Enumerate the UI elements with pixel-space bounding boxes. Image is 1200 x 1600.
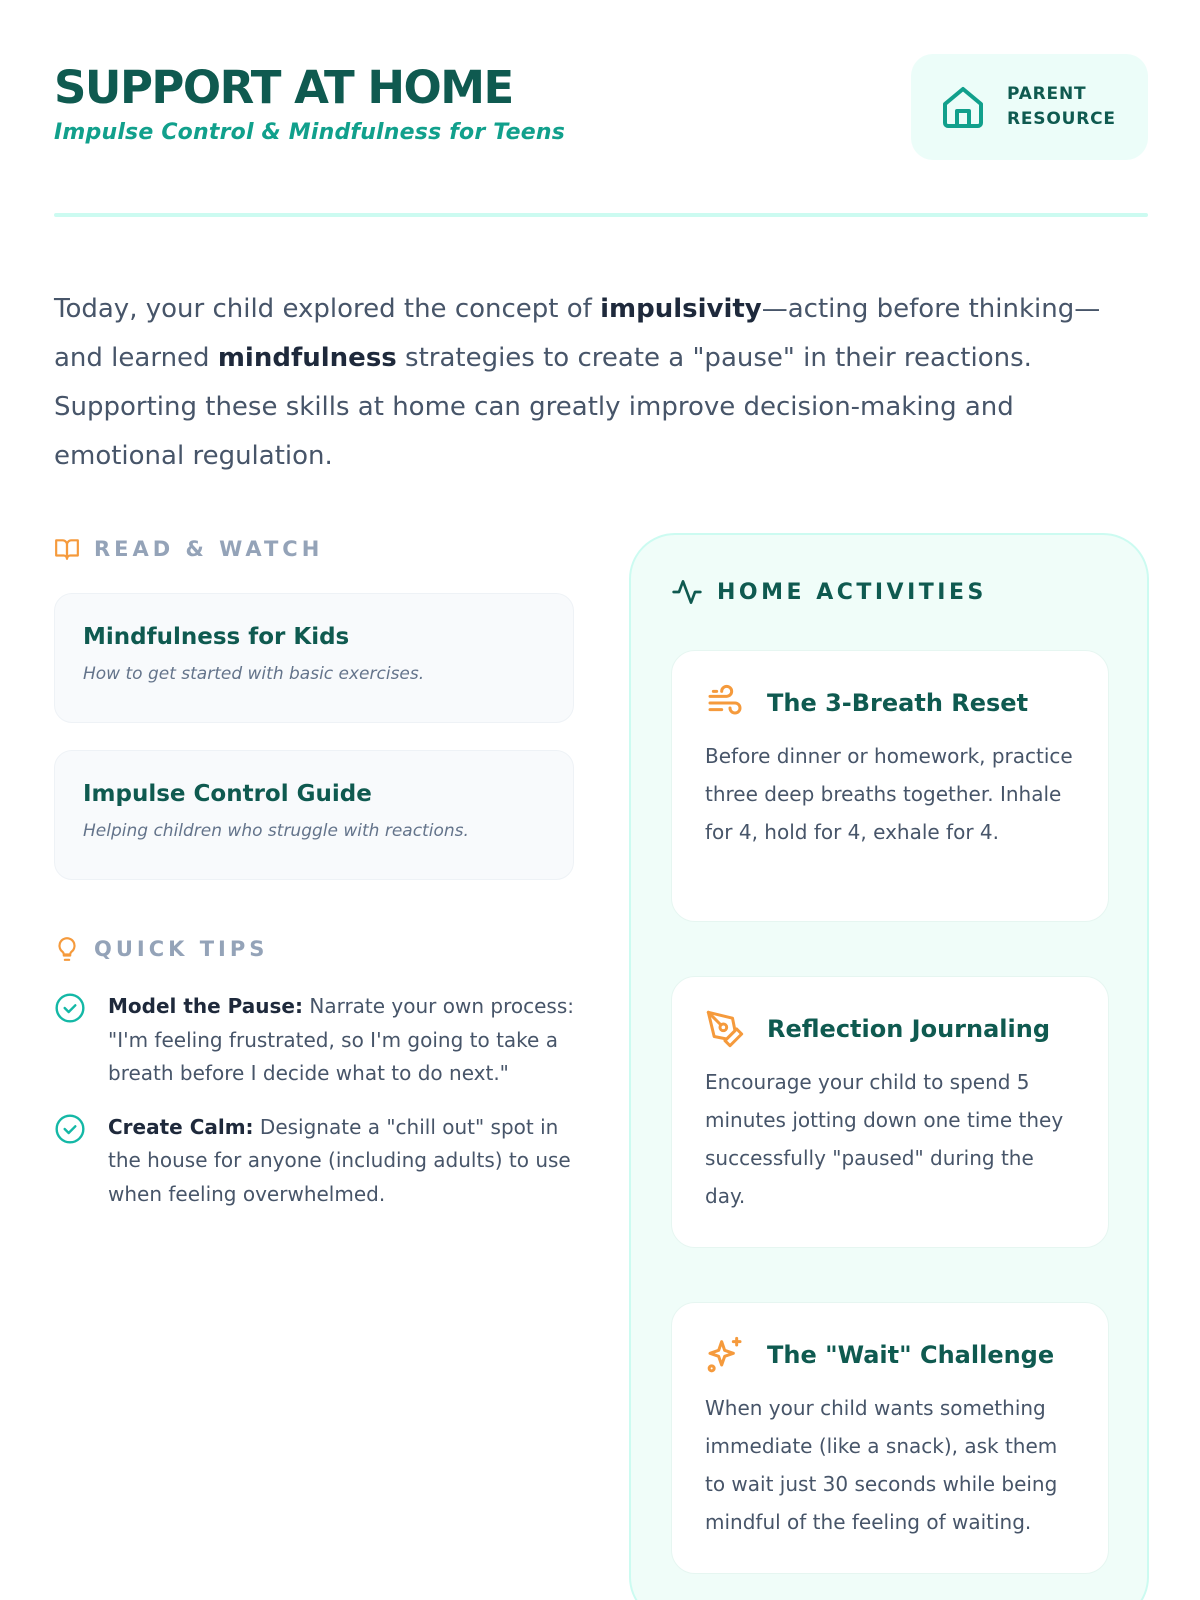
intro-bold-mindfulness: mindfulness [217,343,397,373]
lightbulb-icon [54,936,80,962]
header [54,58,1148,145]
intro-text-3: strategies to create a "pause" in their reactions. Supporting these skills at home can greatly improve decision-making and emotional regulation. [54,343,1032,471]
activity-desc: Before dinner or homework, practice three deep breaths together. Inhale for 4, hold for 4, exhale for 4. [705,744,1073,844]
book-open-icon [54,536,80,562]
resource-desc: How to get started with basic exercises. [83,664,425,684]
read-watch-heading-label: READ & WATCH [94,537,324,561]
tip-label: Create Calm: [108,1114,254,1139]
intro-paragraph [54,285,1144,481]
check-circle-icon [54,1113,86,1145]
activity-card-breath-reset [671,650,1109,922]
read-watch-heading [54,536,323,562]
tip-text: Designate a "chill out" spot in the house for anyone (including adults) to use when feeling overwhelmed. [108,1114,571,1206]
quick-tips-list [54,990,574,1231]
resource-card-impulse-control[interactable] [54,750,574,880]
sparkles-icon [705,1335,745,1375]
badge-line-2: RESOURCE [1007,109,1116,129]
tip-item [54,990,574,1091]
resource-card-mindfulness[interactable] [54,593,574,723]
page-title: SUPPORT AT HOME [54,61,513,114]
tip-label: Model the Pause: [108,994,303,1018]
quick-tips-heading-label: QUICK TIPS [94,937,269,961]
activity-card-journaling [671,976,1109,1248]
activity-title: The 3-Breath Reset [767,689,1029,717]
activity-title: The "Wait" Challenge [767,1341,1055,1369]
home-activities-heading-label: HOME ACTIVITIES [717,579,987,605]
home-icon [939,83,987,131]
check-circle-icon [54,992,86,1024]
page-subtitle: Impulse Control & Mindfulness for Teens [54,120,565,145]
header-divider [54,213,1148,217]
home-activities-heading [671,576,987,608]
resource-desc: Helping children who struggle with reactions. [83,821,469,841]
resource-title: Mindfulness for Kids [83,624,350,650]
pen-tool-icon [705,1009,745,1049]
activity-desc: Encourage your child to spend 5 minutes jotting down one time they successfully "paused" during the day. [705,1070,1064,1208]
activity-desc: When your child wants something immediate (like a snack), ask them to wait just 30 seconds while being mindful of the feeling of waiting. [705,1396,1058,1534]
activity-icon [671,576,703,608]
intro-bold-impulsivity: impulsivity [600,294,762,324]
parent-resource-badge [911,54,1148,160]
activity-title: Reflection Journaling [767,1015,1051,1043]
intro-text-1: Today, your child explored the concept of [54,294,601,324]
wind-icon [705,683,745,723]
intro-text-2: —acting before thinking—and learned [54,294,1101,373]
quick-tips-heading [54,936,268,962]
activity-card-wait-challenge [671,1302,1109,1574]
tip-item [54,1111,574,1212]
tip-text: Narrate your own process: "I'm feeling frustrated, so I'm going to take a breath before I decide what to do next." [108,994,574,1085]
resource-title: Impulse Control Guide [83,781,372,807]
badge-line-1: PARENT [1007,84,1087,104]
